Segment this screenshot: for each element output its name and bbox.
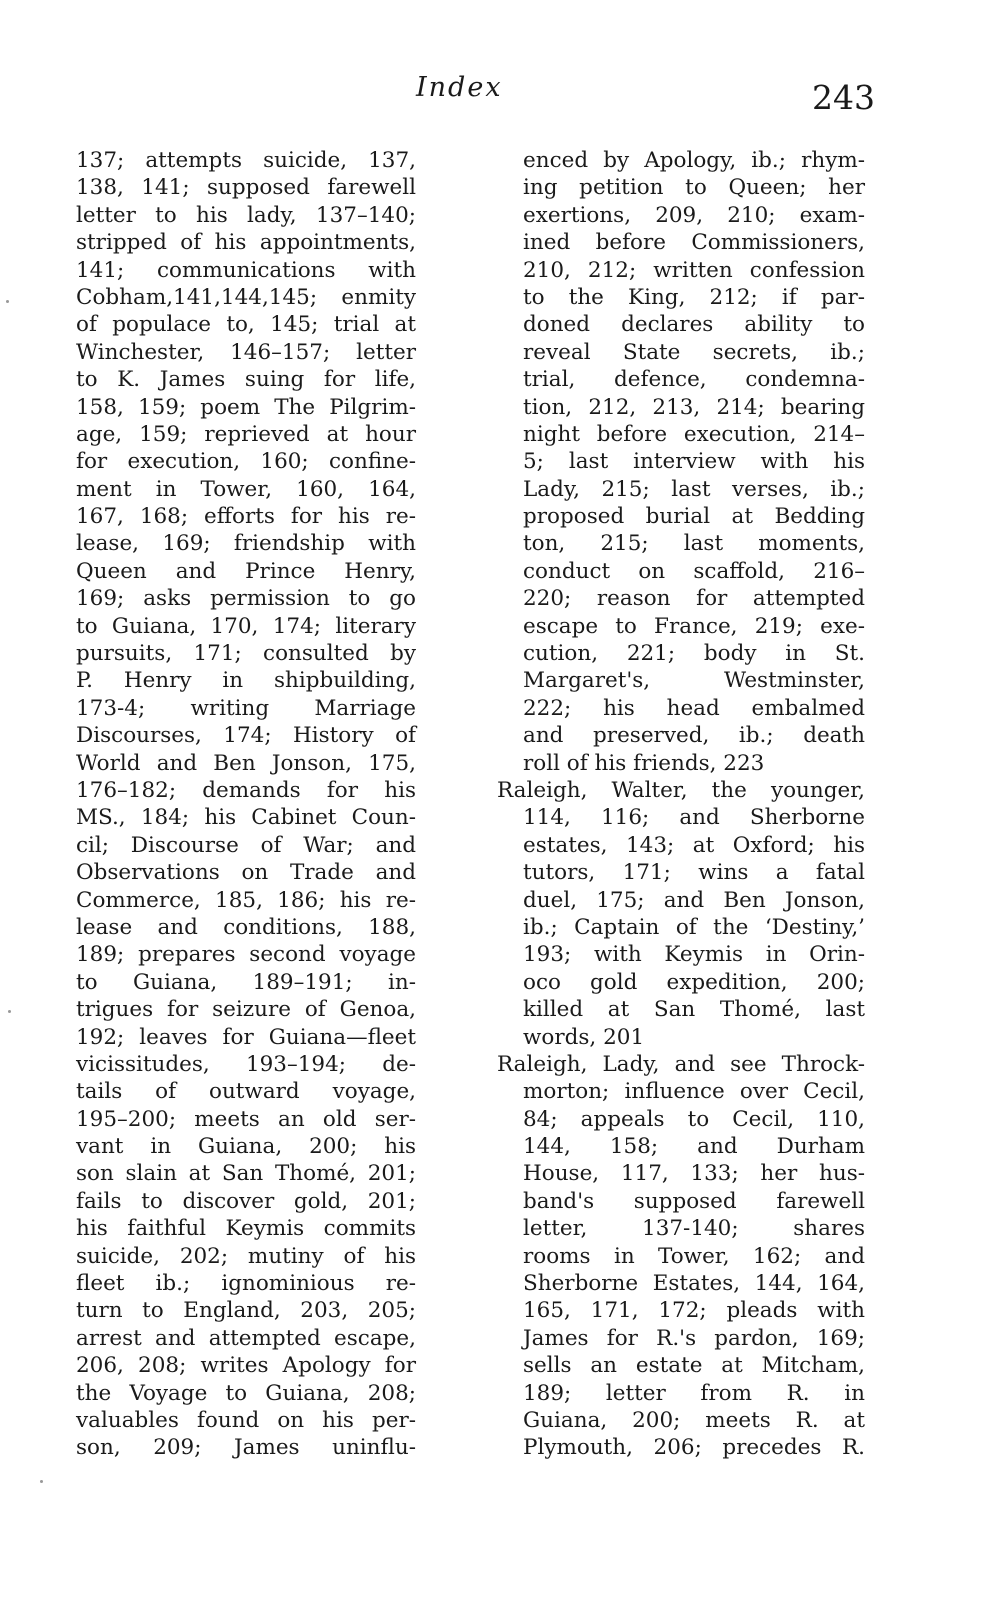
index-line: letter, 137-140; shares [523,1216,865,1242]
index-line: Plymouth, 206; precedes R. [523,1435,865,1461]
index-line: his faithful Keymis commits [76,1216,416,1242]
index-line: 173-4; writing Marriage [76,695,416,721]
index-line: World and Ben Jonson, 175, [76,750,416,776]
index-line: 5; last interview with his [523,449,865,475]
index-line: of populace to, 145; trial at [76,312,416,338]
index-line: Guiana, 200; meets R. at [523,1407,865,1433]
index-line: 189; letter from R. in [523,1380,865,1406]
index-line: doned declares ability to [523,312,865,338]
index-line: band's supposed farewell [523,1188,865,1214]
index-line: pursuits, 171; consulted by [76,641,416,667]
index-line: 137; attempts suicide, 137, [76,148,416,173]
index-line: cil; Discourse of War; and [76,832,416,858]
index-line: 84; appeals to Cecil, 110, [523,1106,865,1132]
index-line: to the King, 212; if par- [523,284,865,310]
index-line: fails to discover gold, 201; [76,1188,416,1214]
index-line: enced by Apology, ib.; rhym- [523,148,865,173]
index-line: 167, 168; efforts for his re- [76,504,416,530]
index-line: Margaret's, Westminster, [523,668,865,694]
index-line: tails of outward voyage, [76,1079,416,1105]
index-line: 144, 158; and Durham [523,1134,865,1160]
index-line: lease and conditions, 188, [76,914,416,940]
index-line: turn to England, 203, 205; [76,1298,416,1324]
index-line: night before execution, 214– [523,421,865,447]
index-line: reveal State secrets, ib.; [523,339,865,365]
index-line: letter to his lady, 137–140; [76,202,416,228]
index-line: fleet ib.; ignominious re- [76,1271,416,1297]
index-line: 220; reason for attempted [523,586,865,612]
index-line: to K. James suing for life, [76,367,416,393]
index-line: 222; his head embalmed [523,695,865,721]
index-line: Raleigh, Lady, and see Throck- [497,1051,865,1077]
index-line: 158, 159; poem The Pilgrim- [76,394,416,420]
paper-speck [40,1480,43,1483]
index-line: Winchester, 146–157; letter [76,339,416,365]
index-line: to Guiana, 189–191; in- [76,969,416,995]
index-line: valuables found on his per- [76,1407,416,1433]
index-column-left [76,147,416,1462]
index-line: Lady, 215; last verses, ib.; [523,476,865,502]
index-line: rooms in Tower, 162; and [523,1243,865,1269]
index-line: Queen and Prince Henry, [76,558,416,584]
paper-speck [6,300,9,303]
paper-speck [8,1010,11,1013]
index-line: Observations on Trade and [76,860,416,886]
index-line: Discourses, 174; History of [76,723,416,749]
index-line: Cobham,141,144,145; enmity [76,284,416,310]
index-line: 114, 116; and Sherborne [523,805,865,831]
index-column-right [497,147,865,1462]
index-line: vicissitudes, 193–194; de- [76,1051,416,1077]
index-line: James for R.'s pardon, 169; [523,1325,865,1351]
index-line: cution, 221; body in St. [523,641,865,667]
index-line: vant in Guiana, 200; his [76,1134,416,1160]
index-line: ined before Commissioners, [523,230,865,256]
index-line: tutors, 171; wins a fatal [523,860,865,886]
index-line: arrest and attempted escape, [76,1325,416,1351]
page-number: 243 [812,78,875,117]
index-line: 138, 141; supposed farewell [76,175,416,201]
index-line: escape to France, 219; exe- [523,613,865,639]
index-line: ment in Tower, 160, 164, [76,476,416,502]
index-line: duel, 175; and Ben Jonson, [523,887,865,913]
index-line: ing petition to Queen; her [523,175,865,201]
index-line: 206, 208; writes Apology for [76,1353,416,1379]
index-line: son slain at San Thomé, 201; [76,1161,416,1187]
index-line: 193; with Keymis in Orin- [523,942,865,968]
index-line: sells an estate at Mitcham, [523,1353,865,1379]
index-line: the Voyage to Guiana, 208; [76,1380,416,1406]
index-line: and preserved, ib.; death [523,723,865,749]
index-line: 195–200; meets an old ser- [76,1106,416,1132]
index-line: killed at San Thomé, last [523,997,865,1023]
index-line: ton, 215; last moments, [523,531,865,557]
index-line: oco gold expedition, 200; [523,969,865,995]
index-line: trigues for seizure of Genoa, [76,997,416,1023]
index-line: son, 209; James uninflu- [76,1435,416,1461]
index-line: 189; prepares second voyage [76,942,416,968]
index-line: 165, 171, 172; pleads with [523,1298,865,1324]
index-line: roll of his friends, 223 [523,750,765,776]
index-line: House, 117, 133; her hus- [523,1161,865,1187]
index-line: proposed burial at Bedding [523,504,865,530]
index-line: morton; influence over Cecil, [523,1079,865,1105]
index-line: tion, 212, 213, 214; bearing [523,394,865,420]
index-line: words, 201 [523,1024,645,1050]
index-line: for execution, 160; confine- [76,449,416,475]
index-line: 176–182; demands for his [76,777,416,803]
index-line: age, 159; reprieved at hour [76,421,416,447]
index-line: MS., 184; his Cabinet Coun- [76,805,416,831]
index-line: 192; leaves for Guiana—fleet [76,1024,416,1050]
index-line: ib.; Captain of the ‘Destiny,’ [523,914,865,940]
index-line: conduct on scaffold, 216– [523,558,865,584]
index-line: estates, 143; at Oxford; his [523,832,865,858]
index-line: Commerce, 185, 186; his re- [76,887,416,913]
index-line: 141; communications with [76,257,416,283]
index-line: stripped of his appointments, [76,230,416,256]
index-line: suicide, 202; mutiny of his [76,1243,416,1269]
index-line: Raleigh, Walter, the younger, [497,777,865,803]
index-line: P. Henry in shipbuilding, [76,668,416,694]
index-line: lease, 169; friendship with [76,531,416,557]
running-header-title: Index [416,72,503,103]
index-line: exertions, 209, 210; exam- [523,202,865,228]
index-line: 210, 212; written confession [523,257,865,283]
index-line: Sherborne Estates, 144, 164, [523,1271,865,1297]
index-line: trial, defence, condemna- [523,367,865,393]
index-line: 169; asks permission to go [76,586,416,612]
index-line: to Guiana, 170, 174; literary [76,613,416,639]
